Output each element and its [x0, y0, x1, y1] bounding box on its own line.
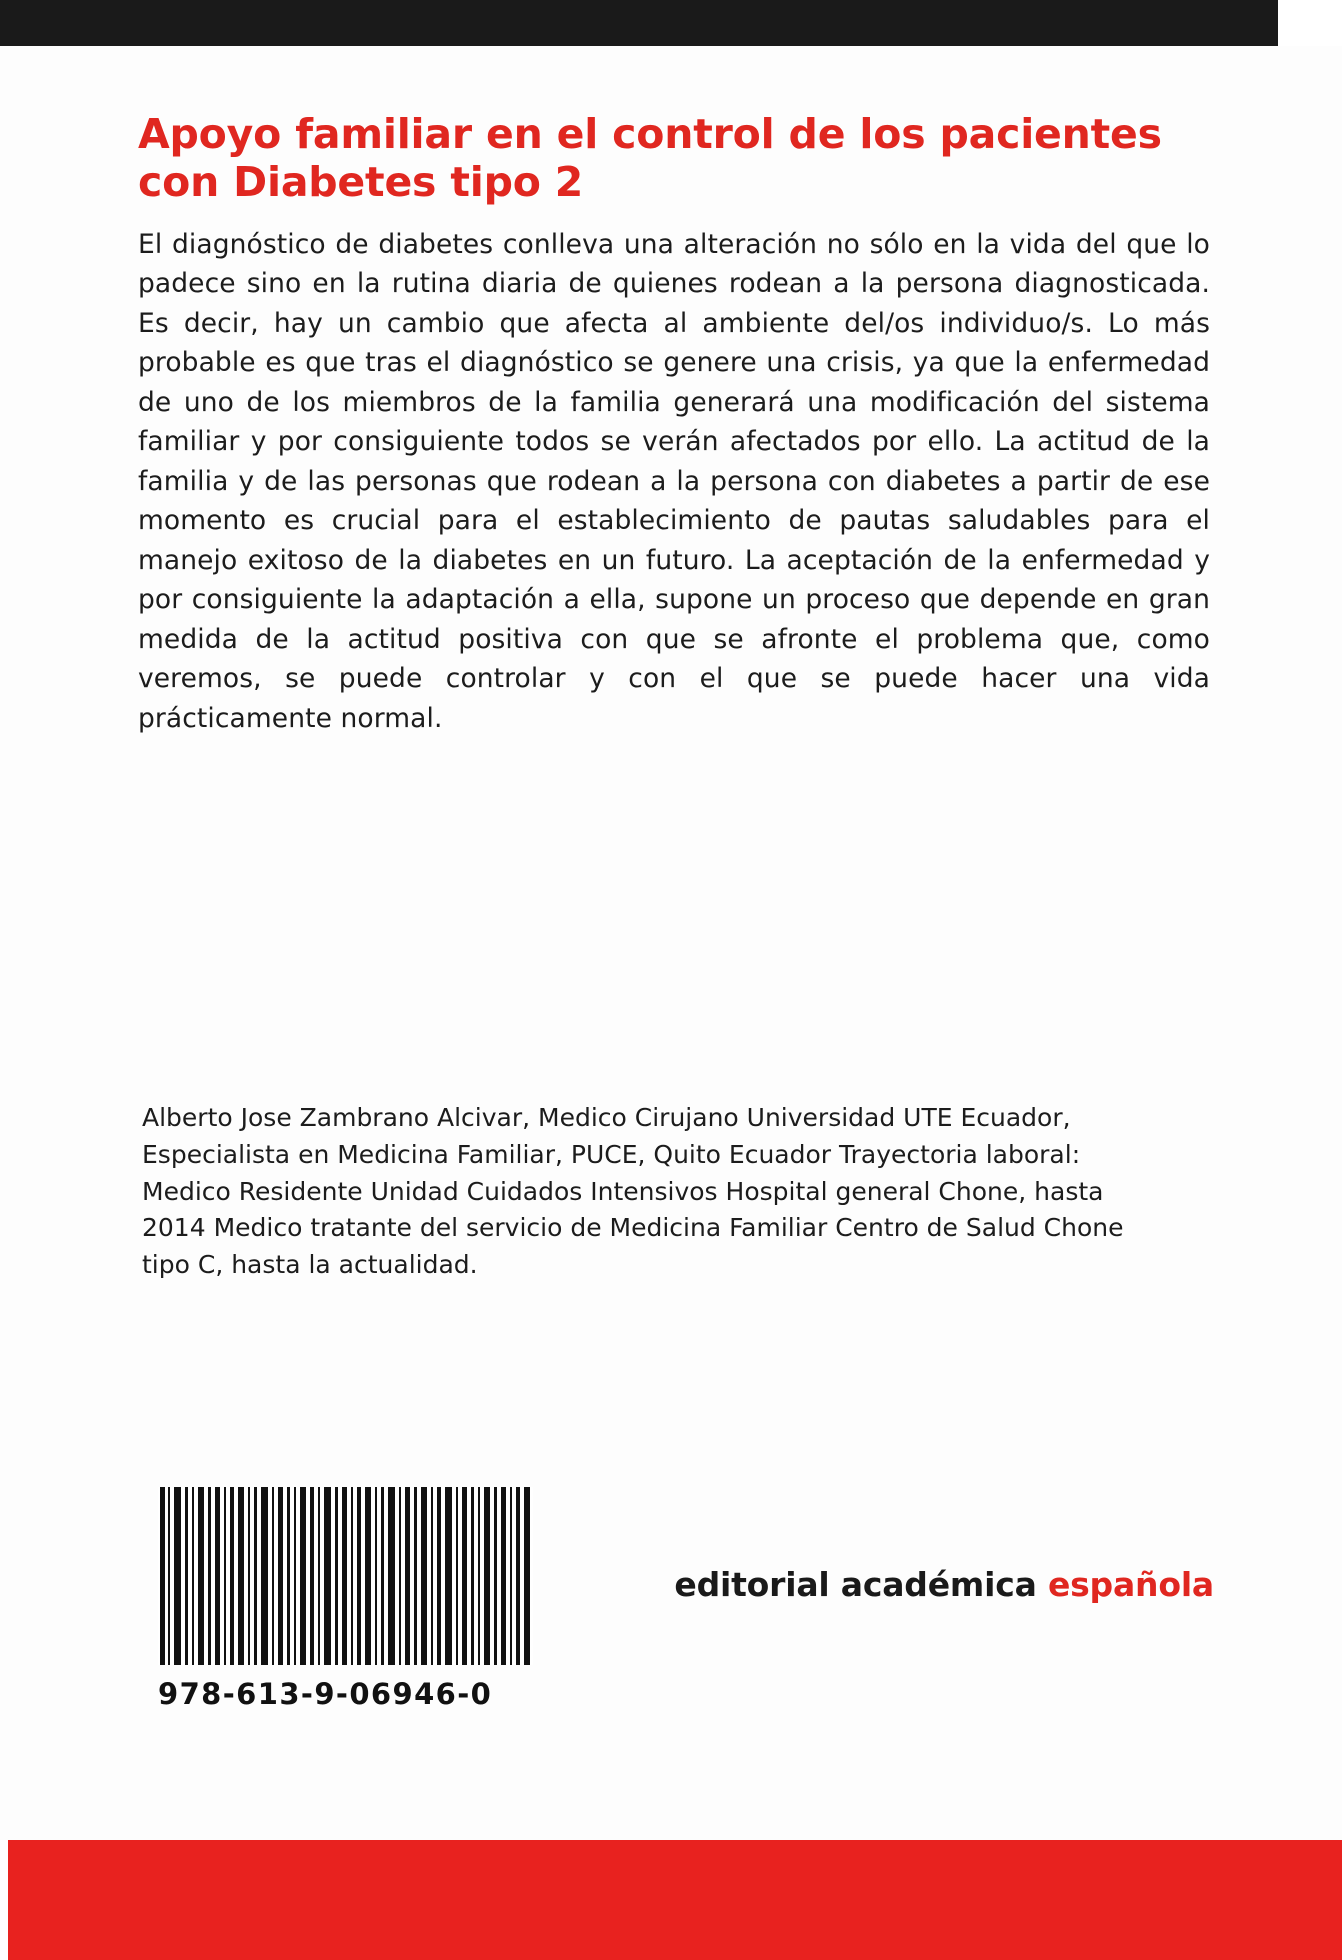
book-blurb: El diagnóstico de diabetes conlleva una alteración no sólo en la vida del que lo padece sino en la rutina diaria de quienes rodean a la persona diagnosticada. Es decir, hay un cambio que afecta al ambiente del/os individuo/s. Lo más probable es que tras el diagnóstico se genere una crisis, ya que la enfermedad de uno de los miembros de la familia generará una modificación del sistema familiar y por consiguiente todos se verán afectados por ello. La actitud de la familia y de las personas que rodean a la persona con diabetes a partir de ese momento es crucial para el establecimiento de pautas saludables para el manejo exitoso de la diabetes en un futuro. La aceptación de la enfermedad y por consiguiente la adaptación a ella, supone un proceso que depende en gran medida de la actitud positiva con que se afronte el problema que, como veremos, se puede controlar y con el que se puede hacer una vida prácticamente normal.: [138, 228, 1210, 734]
isbn-number: 978-613-9-06946-0: [158, 1677, 493, 1711]
cover-content: [138, 110, 1210, 738]
barcode-icon: [158, 1487, 533, 1665]
top-band-right-gap: [1278, 0, 1342, 46]
barcode-block: [158, 1487, 538, 1711]
publisher-logo: [674, 1565, 1214, 1604]
bottom-band-left-gap: [0, 1840, 8, 1960]
page-title: Apoyo familiar en el control de los pacientes con Diabetes tipo 2: [138, 110, 1162, 207]
publisher-name-accent: española: [1047, 1565, 1214, 1604]
author-bio: Alberto Jose Zambrano Alcivar, Medico Cirujano Universidad UTE Ecuador, Especialista en Medicina Familiar, PUCE, Quito Ecuador Trayectoria laboral: Medico Residente Unidad Cuidados Intensivos Hospital general Chone, hasta 2014 Medico tratante del servicio de Medicina Familiar Centro de Salud Chone tipo C, hasta la actualidad.: [142, 1103, 1124, 1279]
bottom-red-band: [0, 1840, 1342, 1960]
top-black-band: [0, 0, 1342, 46]
publisher-name-primary: editorial académica: [674, 1565, 1048, 1604]
